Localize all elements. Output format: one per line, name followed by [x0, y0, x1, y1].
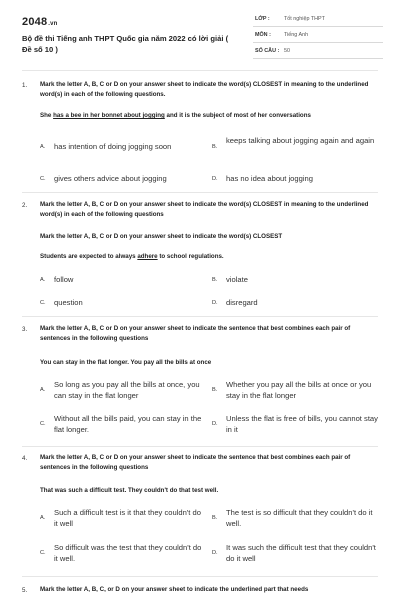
stem-text: She: [40, 112, 54, 119]
logo-main: 2048: [22, 16, 48, 28]
question-sub-instruction: Mark the letter A, B, C or D on your answer sheet to indicate the word(s) CLOSEST: [40, 233, 283, 240]
question-instruction: Mark the letter A, B, C or D on your answer sheet to indicate the sentence that best combines each pair of sentences in the following questions: [40, 454, 351, 471]
option-a[interactable]: follow: [54, 275, 74, 284]
option-b[interactable]: Whether you pay all the bills at once or you stay in the flat longer: [226, 380, 372, 400]
exam-title: Bộ đề thi Tiếng anh THPT Quốc gia năm 2022 có lời giải ( Đề số 10 ): [22, 34, 229, 54]
option-a[interactable]: has intention of doing jogging soon: [54, 142, 172, 151]
question-instruction: Mark the letter A, B, C or D on your answer sheet to indicate the word(s) CLOSEST in meaning to the underlined word(s) in each of the following questions.: [40, 81, 369, 98]
option-d[interactable]: Unless the flat is free of bills, you cannot stay in it: [226, 414, 378, 434]
option-b-letter: B.: [212, 387, 218, 393]
question-stem: You can stay in the flat longer. You pay all the bills at once: [40, 359, 212, 366]
stem-text: Students are expected to always: [40, 253, 138, 260]
option-b-letter: B.: [212, 515, 218, 521]
stem-underlined: has a bee in her bonnet about jogging: [53, 112, 165, 119]
option-a[interactable]: So long as you pay all the bills at once, you can stay in the flat longer: [54, 380, 200, 400]
question-divider: [22, 576, 378, 577]
question-number: 3.: [22, 326, 28, 333]
meta-row-subject: [253, 29, 383, 43]
question-number: 2.: [22, 202, 28, 209]
option-a[interactable]: Such a difficult test is it that they couldn't do it well: [54, 508, 201, 528]
option-d-letter: D.: [212, 421, 218, 427]
meta-label: SỐ CÂU :: [255, 48, 280, 54]
option-c-letter: C.: [40, 421, 46, 427]
question-divider: [22, 192, 378, 193]
option-d[interactable]: It was such the difficult test that they couldn't do it well: [226, 543, 376, 563]
question-stem: [40, 253, 385, 260]
meta-value: Tốt nghiệp THPT: [284, 16, 325, 22]
option-b[interactable]: The test is so difficult that they couldn't do it well.: [226, 508, 373, 528]
option-d[interactable]: has no idea about jogging: [226, 174, 313, 183]
option-c[interactable]: So difficult was the test that they couldn't do it well.: [54, 543, 202, 563]
option-c[interactable]: gives others advice about jogging: [54, 174, 167, 183]
question-divider: [22, 446, 378, 447]
meta-row-class: [253, 13, 383, 27]
meta-label: MÔN :: [255, 32, 271, 38]
option-b-letter: B.: [212, 277, 218, 283]
option-a-letter: A.: [40, 277, 46, 283]
meta-label: LỚP :: [255, 16, 270, 22]
question-stem: That was such a difficult test. They couldn't do that test well.: [40, 487, 219, 494]
question-stem: [40, 112, 385, 119]
option-d-letter: D.: [212, 300, 218, 306]
option-a-letter: A.: [40, 144, 46, 150]
option-d-letter: D.: [212, 550, 218, 556]
question-instruction: Mark the letter A, B, C or D on your answer sheet to indicate the sentence that best combines each pair of sentences in the following questions: [40, 325, 351, 342]
question-instruction: Mark the letter A, B, C, or D on your answer sheet to indicate the underlined part that needs: [40, 586, 309, 593]
question-divider: [22, 316, 378, 317]
option-c-letter: C.: [40, 300, 46, 306]
meta-row-question-count: [253, 45, 383, 59]
header-divider: [22, 70, 378, 71]
stem-text: and it is the subject of most of her conversations: [164, 112, 311, 119]
question-number: 4.: [22, 455, 28, 462]
option-b[interactable]: violate: [226, 275, 248, 284]
logo-suffix: .vn: [48, 21, 58, 27]
option-b-letter: B.: [212, 144, 218, 150]
stem-text: to school regulations.: [157, 253, 224, 260]
option-b[interactable]: keeps talking about jogging again and again: [226, 136, 375, 145]
meta-value: 50: [284, 48, 290, 54]
site-logo[interactable]: [22, 16, 58, 28]
option-c-letter: C.: [40, 550, 46, 556]
option-c-letter: C.: [40, 176, 46, 182]
option-c[interactable]: question: [54, 298, 83, 307]
option-d[interactable]: disregard: [226, 298, 258, 307]
option-a-letter: A.: [40, 515, 46, 521]
meta-value: Tiếng Anh: [284, 32, 309, 38]
question-number: 1.: [22, 82, 28, 89]
option-d-letter: D.: [212, 176, 218, 182]
question-instruction: Mark the letter A, B, C or D on your answer sheet to indicate the word(s) CLOSEST in meaning to the underlined word(s) in each of the following questions: [40, 201, 369, 218]
option-a-letter: A.: [40, 387, 46, 393]
stem-underlined: adhere: [137, 253, 158, 260]
question-number: 5.: [22, 587, 28, 594]
option-c[interactable]: Without all the bills paid, you can stay in the flat longer.: [54, 414, 202, 434]
